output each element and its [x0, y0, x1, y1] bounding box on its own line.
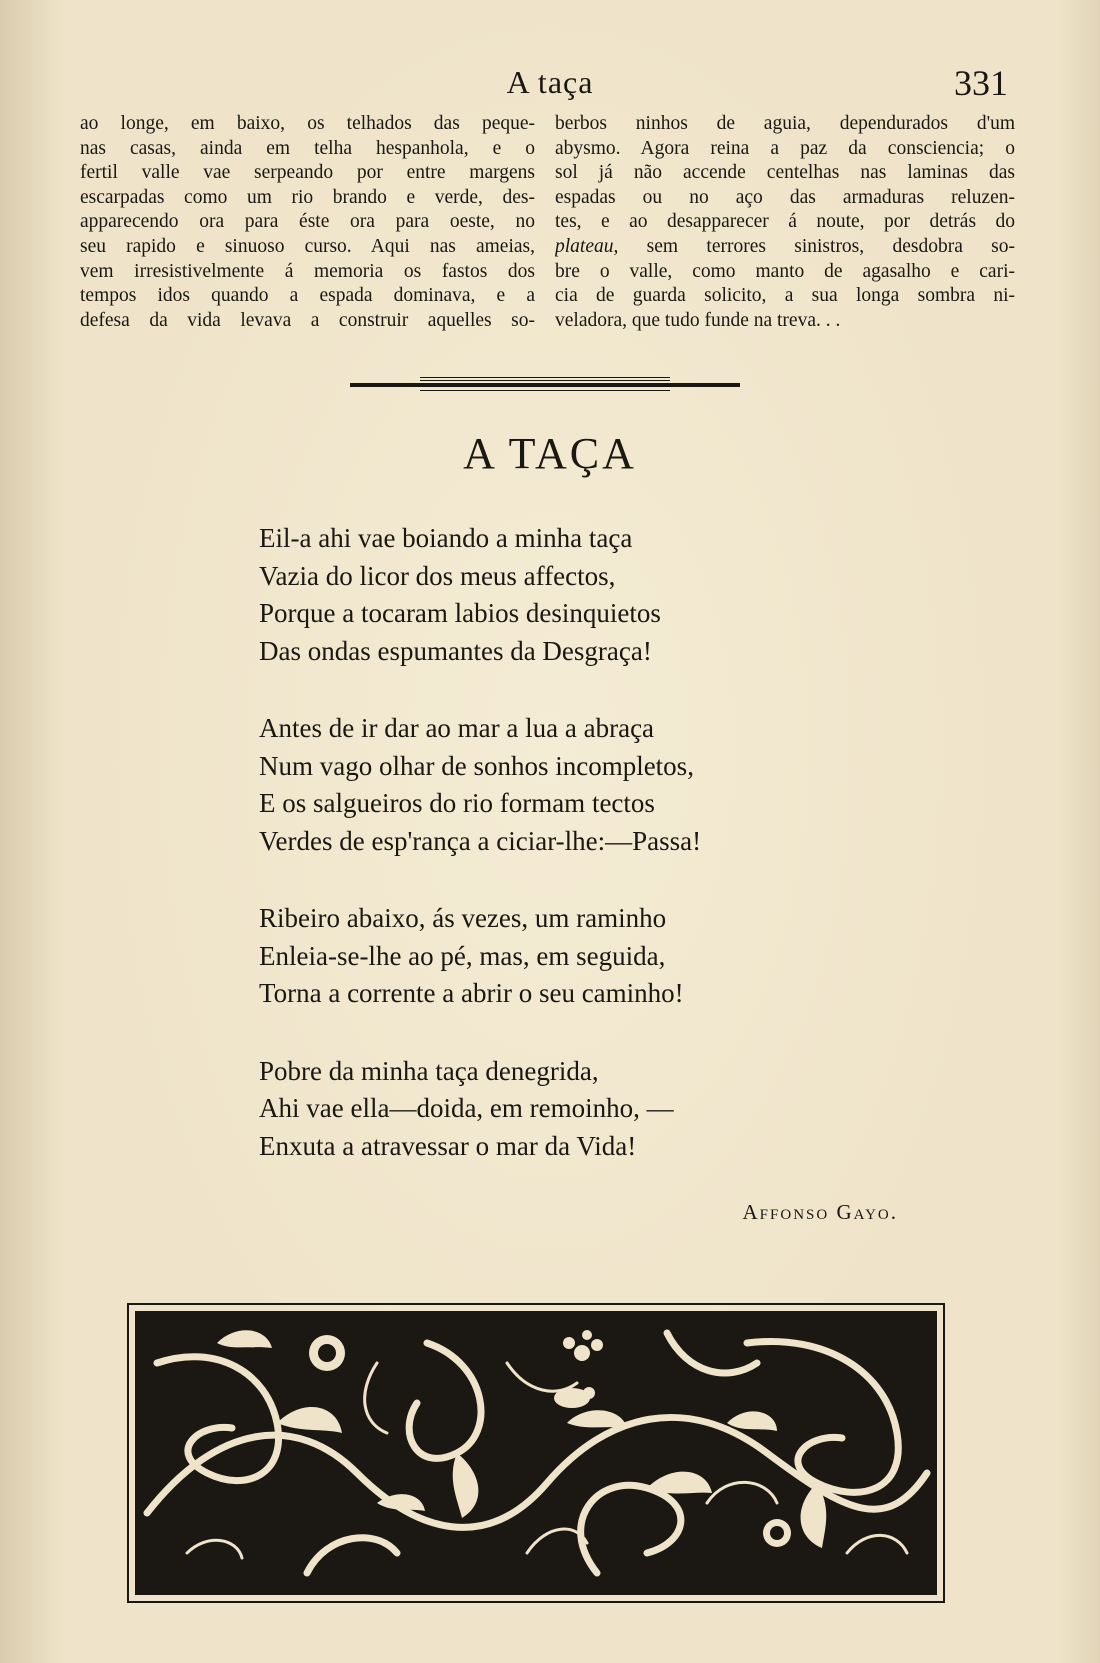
- running-title: A taça: [506, 64, 594, 100]
- page-number: 331: [954, 63, 1008, 103]
- prose-line: cia de guarda solicito, a sua longa sombra ni-: [555, 285, 1015, 307]
- prose-line: apparecendo ora para éste ora para oeste, no: [80, 211, 535, 233]
- verse-line: Porque a tocaram labios desinquietos: [259, 598, 661, 628]
- section-divider: [350, 377, 740, 391]
- verse-line: Ribeiro abaixo, ás vezes, um raminho: [259, 903, 667, 933]
- poem: [259, 520, 879, 1165]
- floral-scroll-ornament-icon: [127, 1303, 945, 1603]
- prose-line: berbos ninhos de aguia, dependurados d'um: [555, 113, 1015, 134]
- prose-line: escarpadas como um rio brando e verde, des-: [80, 186, 535, 208]
- verse-line: E os salgueiros do rio formam tectos: [259, 788, 655, 818]
- verse-line: Das ondas espumantes da Desgraça!: [259, 635, 652, 666]
- stanza: [259, 520, 879, 670]
- prose-line: vem irresistivelmente á memoria os fastos dos: [80, 260, 535, 282]
- prose-right-column: [555, 112, 1015, 333]
- verse-line: Vazia do licor dos meus affectos,: [259, 560, 616, 591]
- prose-line: tes, e ao desapparecer á noute, por detrás do: [555, 211, 1015, 233]
- prose-left-column: [80, 112, 535, 333]
- prose-line: ao longe, em baixo, os telhados das peque-: [80, 113, 535, 134]
- prose-line: nas casas, ainda em telha hespanhola, e o: [80, 137, 535, 159]
- author-signature: Affonso Gayo.: [742, 1200, 898, 1224]
- prose-line: fertil valle vae serpeando por entre margens: [80, 162, 535, 184]
- prose-line: abysmo. Agora reina a paz da consciencia; o: [555, 137, 1015, 159]
- prose-line: veladora, que tudo funde na treva. . .: [555, 309, 841, 331]
- prose-line: espadas ou no aço das armaduras reluzen-: [555, 186, 1015, 208]
- prose-line: tempos idos quando a espada dominava, e a: [80, 285, 535, 307]
- verse-line: Antes de ir dar ao mar a lua a abraça: [259, 713, 655, 743]
- verse-line: Eil-a ahi vae boiando a minha taça: [259, 523, 633, 553]
- prose-line: sol já não accende centelhas nas laminas das: [555, 162, 1015, 184]
- verse-line: Pobre da minha taça denegrida,: [259, 1055, 599, 1086]
- divider-rule: [420, 380, 670, 381]
- divider-rule: [350, 383, 740, 387]
- divider-rule: [420, 390, 670, 391]
- verse-line: Verdes de esp'rança a ciciar-lhe:—Passa!: [259, 825, 702, 856]
- divider-rule: [420, 377, 670, 378]
- running-head: [0, 60, 1100, 110]
- prose-line: plateau, sem terrores sinistros, desdobra so-: [555, 235, 1015, 257]
- verse-line: Ahi vae ella—doida, em remoinho, —: [259, 1093, 674, 1123]
- stanza: [259, 900, 879, 1013]
- prose-line: seu rapido e sinuoso curso. Aqui nas ameias,: [80, 235, 535, 257]
- verse-line: Torna a corrente a abrir o seu caminho!: [259, 978, 684, 1008]
- prose-line: defesa da vida levava a construir aquelles so-: [80, 309, 535, 331]
- stanza: [259, 710, 879, 860]
- stanza: [259, 1053, 879, 1166]
- poem-title: A TAÇA: [463, 429, 637, 478]
- verse-line: Num vago olhar de sonhos incompletos,: [259, 750, 694, 781]
- prose-line: bre o valle, como manto de agasalho e cari-: [555, 260, 1015, 282]
- verse-line: Enleia-se-lhe ao pé, mas, em seguida,: [259, 940, 666, 971]
- verse-line: Enxuta a atravessar o mar da Vida!: [259, 1130, 637, 1161]
